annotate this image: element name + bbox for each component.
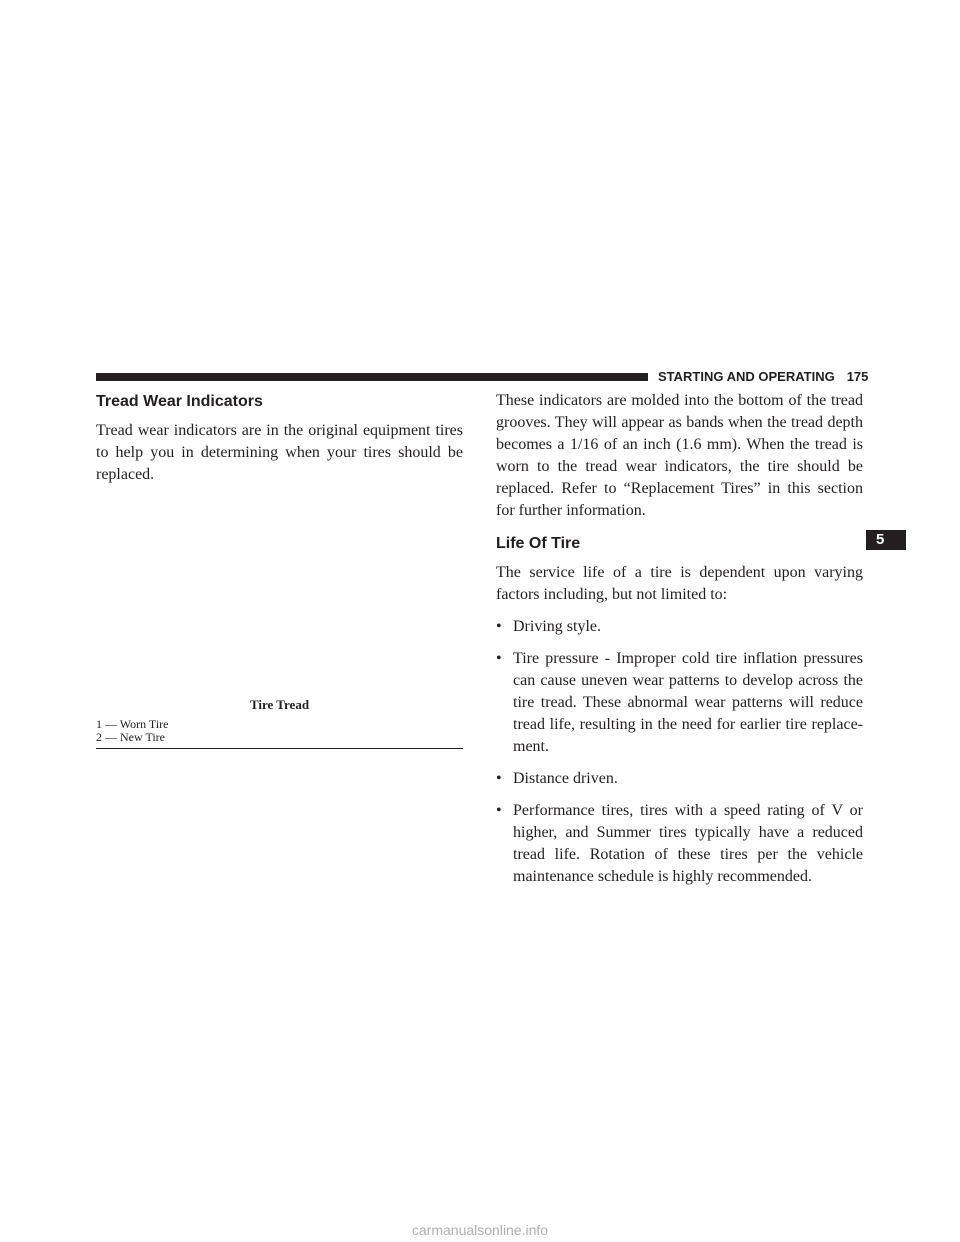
header-rule — [96, 373, 648, 381]
running-header — [658, 368, 868, 386]
figure-caption-title: Tire Tread — [249, 697, 310, 712]
left-column — [96, 392, 463, 486]
heading-tread-wear-indicators: Tread Wear Indicators — [96, 393, 263, 410]
page-number: 175 — [846, 369, 869, 384]
paragraph-indicators: These indicators are molded into the bottom of the tread grooves. They will appear as bands when the tread depth becomes a 1/16 of an inch (1.6 mm). When the tread is worn to the tread wear indicators, the tire should be replaced. Refer to “Replacement Tires” in this section for further information. — [496, 392, 863, 519]
list-item — [496, 648, 863, 758]
list-item — [496, 768, 863, 790]
list-item — [496, 800, 863, 888]
section-title: STARTING AND OPERATING — [658, 369, 835, 384]
bullet-icon: • — [496, 618, 502, 635]
paragraph-tread-wear-intro: Tread wear indicators are in the original equipment tires to help you in determining when your tires should be replaced. — [96, 422, 463, 483]
figure-callout-1: 1 — Worn Tire — [96, 717, 169, 731]
heading-life-of-tire: Life Of Tire — [496, 535, 581, 552]
figure-callout-2: 2 — New Tire — [96, 730, 166, 744]
right-column — [496, 390, 863, 888]
caption-rule — [96, 748, 463, 749]
chapter-tab: 5 — [866, 530, 906, 550]
paragraph-life-intro: The service life of a tire is dependent upon varying factors including, but not limited to: — [496, 564, 863, 603]
bullet-icon: • — [496, 770, 502, 787]
list-item-text: Performance tires, tires with a speed rating of V or higher, and Summer tires typically have a reduced tread life. Rotation of these tires per the vehicle maintenance schedule is highly recommended. — [513, 802, 863, 885]
factor-list — [496, 616, 863, 888]
list-item — [496, 616, 863, 638]
list-item-text: Tire pressure - Improper cold tire inflation pressures can cause uneven wear patterns to develop across the tire tread. These abnormal wear patterns will reduce tread life, resulting in the need for earlier tire replace-ment. — [513, 650, 863, 755]
list-item-text: Driving style. — [513, 618, 601, 635]
tire-tread-figure — [96, 480, 463, 690]
bullet-icon: • — [496, 650, 502, 667]
list-item-text: Distance driven. — [513, 770, 618, 787]
bullet-icon: • — [496, 802, 502, 819]
watermark: carmanualsonline.info — [411, 1222, 549, 1238]
